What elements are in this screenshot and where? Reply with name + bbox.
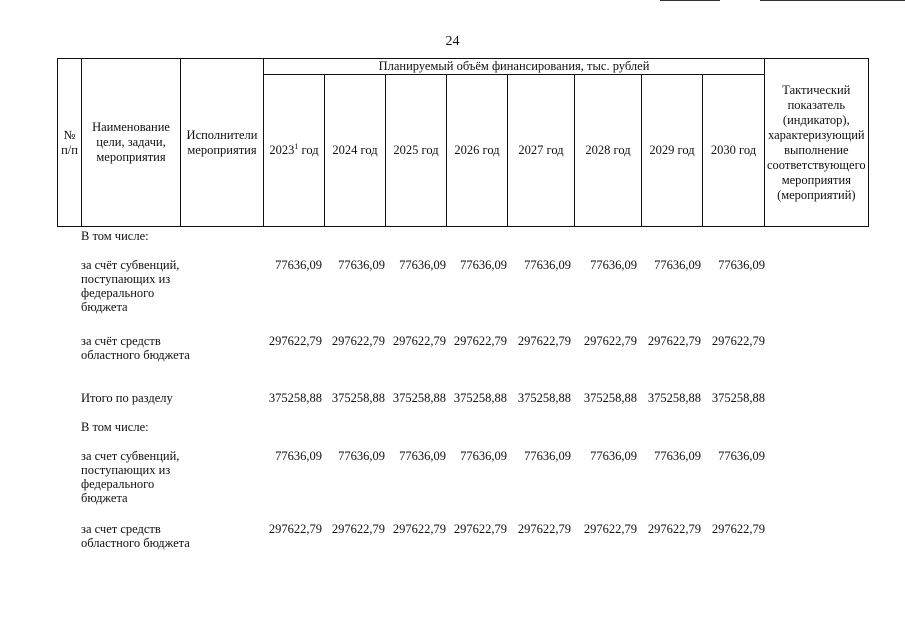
header-number: № п/п <box>58 59 82 227</box>
row-value: 297622,79 <box>453 334 507 348</box>
row-value: 77636,09 <box>460 449 507 463</box>
row-value: 297622,79 <box>453 522 507 536</box>
row-value: 375258,88 <box>392 391 446 405</box>
row-value: 297622,79 <box>268 334 322 348</box>
header-year: 2028 год <box>575 75 642 227</box>
row-value: 77636,09 <box>275 449 322 463</box>
row-label: за счёт средств областного бюджета <box>81 334 190 362</box>
row-label: за счет субвенций, поступающих из федерального бюджета <box>81 449 180 505</box>
row-label: за счёт субвенций, поступающих из федерального бюджета <box>81 258 180 314</box>
row-value: 77636,09 <box>590 449 637 463</box>
row-value: 77636,09 <box>524 258 571 272</box>
row-value: 297622,79 <box>583 522 637 536</box>
header-name: Наименование цели, задачи, мероприятия <box>82 59 181 227</box>
header-year: 2024 год <box>325 75 386 227</box>
header-year: 2026 год <box>447 75 508 227</box>
row-value: 77636,09 <box>399 258 446 272</box>
row-value: 375258,88 <box>453 391 507 405</box>
table-header <box>57 58 869 227</box>
row-value: 375258,88 <box>583 391 637 405</box>
row-label: В том числе: <box>81 420 149 434</box>
row-value: 297622,79 <box>517 334 571 348</box>
page-number: 24 <box>445 34 460 49</box>
header-year: 2027 год <box>508 75 575 227</box>
row-label: В том числе: <box>81 229 149 243</box>
header-indicator: Тактический показатель (индикатор), характеризующий выполнение соответствующего мероприятия (мероприятий) <box>765 59 869 227</box>
row-value: 77636,09 <box>460 258 507 272</box>
row-value: 297622,79 <box>517 522 571 536</box>
row-value: 375258,88 <box>268 391 322 405</box>
row-value: 375258,88 <box>517 391 571 405</box>
row-value: 297622,79 <box>647 334 701 348</box>
row-value: 297622,79 <box>647 522 701 536</box>
row-value: 77636,09 <box>718 449 765 463</box>
row-value: 77636,09 <box>338 258 385 272</box>
row-value: 297622,79 <box>711 334 765 348</box>
row-value: 375258,88 <box>331 391 385 405</box>
header-year: 2030 год <box>703 75 765 227</box>
row-label: Итого по разделу <box>81 391 173 405</box>
row-value: 77636,09 <box>524 449 571 463</box>
top-border-line-right <box>760 0 905 1</box>
row-value: 77636,09 <box>338 449 385 463</box>
row-value: 297622,79 <box>268 522 322 536</box>
header-financing-title: Планируемый объём финансирования, тыс. рублей <box>264 59 765 75</box>
row-value: 77636,09 <box>654 258 701 272</box>
top-border-line <box>660 0 720 1</box>
row-value: 375258,88 <box>647 391 701 405</box>
row-label: за счет средств областного бюджета <box>81 522 190 550</box>
row-value: 77636,09 <box>590 258 637 272</box>
row-value: 297622,79 <box>331 334 385 348</box>
header-year: 2023$^1$ год <box>264 75 325 227</box>
header-executors: Исполнители мероприятия <box>181 59 264 227</box>
row-value: 77636,09 <box>718 258 765 272</box>
row-value: 297622,79 <box>392 334 446 348</box>
row-value: 297622,79 <box>392 522 446 536</box>
row-value: 297622,79 <box>711 522 765 536</box>
row-value: 77636,09 <box>654 449 701 463</box>
row-value: 77636,09 <box>275 258 322 272</box>
header-year: 2029 год <box>642 75 703 227</box>
row-value: 297622,79 <box>331 522 385 536</box>
row-value: 297622,79 <box>583 334 637 348</box>
row-value: 375258,88 <box>711 391 765 405</box>
row-value: 77636,09 <box>399 449 446 463</box>
header-year: 2025 год <box>386 75 447 227</box>
